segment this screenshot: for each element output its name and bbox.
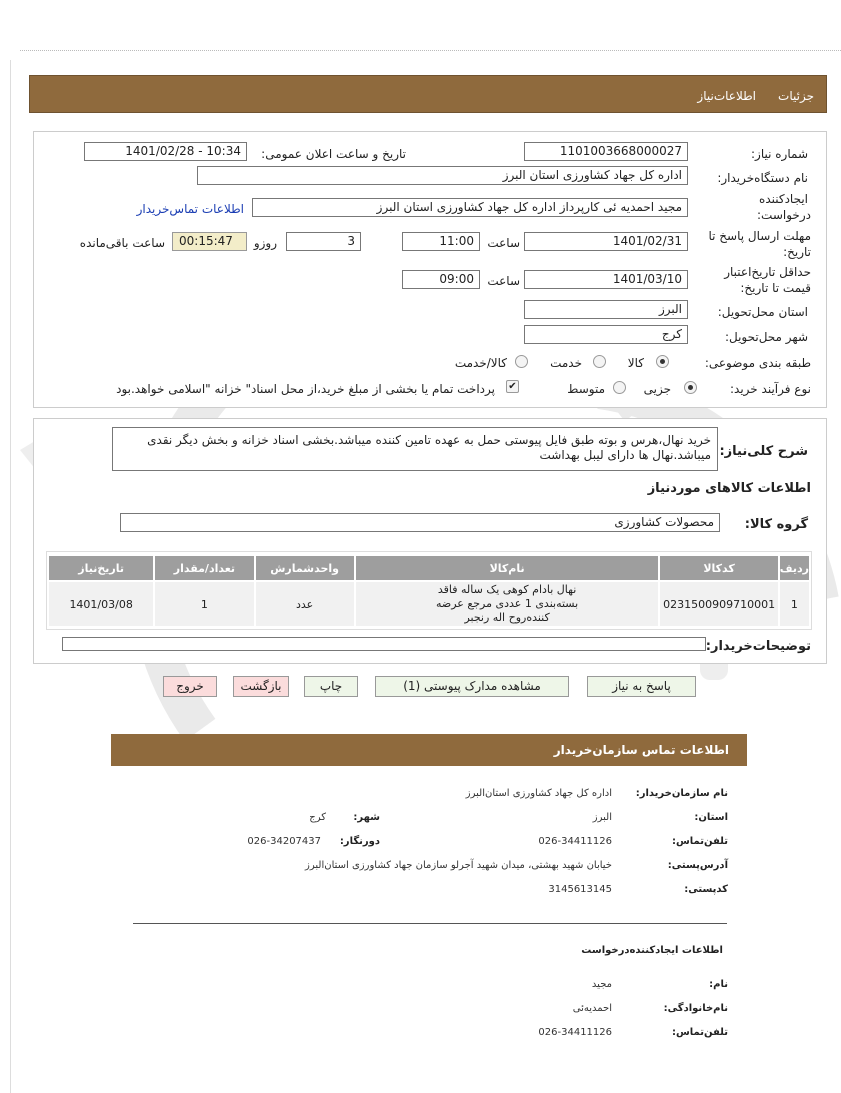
contact-address-label: آدرس‌پستی: (667, 860, 728, 871)
deadline-time-label: ساعت (487, 236, 520, 250)
city-label: شهر محل‌تحویل: (724, 330, 808, 344)
col-code: کدکالا (660, 556, 777, 580)
page-header-bar (29, 75, 827, 113)
province-field: البرز (524, 300, 688, 319)
requester-phone-value: 026-34411126 (538, 1027, 612, 1038)
col-name: نام‌کالا (356, 556, 659, 580)
deadline-label-2: تاریخ: (783, 245, 811, 259)
contact-fax-value: 026-34207437 (247, 836, 321, 847)
reply-button[interactable]: پاسخ به نیاز (587, 676, 696, 697)
contact-org-label: نام سازمان‌خریدار: (635, 788, 728, 799)
need-number-field: 1101003668000027 (524, 142, 688, 161)
category-both-radio[interactable] (515, 355, 528, 368)
description-textarea: خرید نهال،هرس و بوته طبق فایل پیوستی حمل به عهده تامین کننده میباشد.بخشی اسناد خزانه و بخش دیگر نقدی میباشد.نهال ها دارای لیبل بهداشت (112, 427, 718, 471)
goods-info-title: اطلاعات کالاهای موردنیاز (647, 481, 811, 496)
col-qty: تعداد/مقدار (155, 556, 253, 580)
contact-section-title: اطلاعات تماس سازمان‌خریدار (553, 743, 729, 757)
cell-qty: 1 (155, 582, 253, 626)
col-row: ردیف (780, 556, 809, 580)
goods-group-field: محصولات کشاورزی (120, 513, 720, 532)
category-goods-label: کالا (627, 356, 644, 370)
remaining-label: ساعت باقی‌مانده (79, 236, 165, 250)
contact-divider (133, 923, 727, 924)
validity-date-field: 1401/03/10 (524, 270, 688, 289)
table-row (49, 582, 809, 626)
category-service-label: خدمت (550, 356, 582, 370)
process-medium-label: متوسط (567, 382, 605, 396)
requester-family-value: احمدیه‌ئی (572, 1003, 612, 1014)
col-date: تاریخ‌نیاز (49, 556, 153, 580)
tab-details[interactable]: جزئيات (778, 89, 814, 103)
validity-label: حداقل تاریخ‌اعتبار (724, 265, 811, 279)
creator-label-2: درخواست: (757, 208, 811, 222)
exit-button[interactable]: خروج (163, 676, 217, 697)
cell-name (356, 582, 659, 626)
cell-name-line-1: نهال بادام کوهی یک ساله فاقد (437, 583, 577, 596)
days-label: روزو (253, 236, 277, 250)
category-goods-radio[interactable] (656, 355, 669, 368)
tab-need-info[interactable]: اطلاعات‌نیاز (697, 89, 756, 103)
back-button[interactable]: بازگشت (233, 676, 289, 697)
validity-time-label: ساعت (487, 274, 520, 288)
validity-time-field: 09:00 (402, 270, 480, 289)
contact-phone-value: 026-34411126 (538, 836, 612, 847)
contact-phone-label: تلفن‌تماس: (671, 836, 728, 847)
contact-province-value: البرز (592, 812, 612, 823)
requester-name-label: نام: (709, 979, 728, 990)
cell-row: 1 (780, 582, 809, 626)
announce-datetime-field: 1401/02/28 - 10:34 (84, 142, 247, 161)
buyer-notes-field (62, 637, 706, 651)
contact-postal-label: کدپستی: (684, 884, 728, 895)
requester-name-value: مجید (591, 979, 612, 990)
process-label: نوع فرآیند خرید: (730, 382, 811, 396)
items-table (47, 554, 811, 628)
process-medium-radio[interactable] (613, 381, 626, 394)
need-number-label: شماره نیاز: (751, 147, 808, 161)
creator-field: مجید احمدیه ئی کارپرداز اداره کل جهاد کشاورزی استان البرز (252, 198, 688, 217)
contact-postal-value: 3145613145 (548, 884, 612, 895)
requester-phone-label: تلفن‌تماس: (671, 1027, 728, 1038)
requester-title: اطلاعات ایجادکننده‌درخواست (581, 945, 723, 956)
deadline-date-field: 1401/02/31 (524, 232, 688, 251)
province-label: استان محل‌تحویل: (717, 305, 808, 319)
validity-label-2: قیمت تا تاریخ: (740, 281, 811, 295)
buyer-contact-link[interactable]: اطلاعات تماس‌خریدار (136, 202, 244, 216)
treasury-payment-checkbox[interactable]: ✔ (506, 380, 519, 393)
category-label: طبقه بندی موضوعی: (704, 356, 811, 370)
goods-group-label: گروه کالا: (744, 517, 808, 532)
cell-name-line-3: کننده‌روح اله رنجبر (464, 611, 550, 624)
category-service-radio[interactable] (593, 355, 606, 368)
buyer-name-field: اداره کل جهاد کشاورزی استان البرز (197, 166, 688, 185)
deadline-time-field: 11:00 (402, 232, 480, 251)
days-field: 3 (286, 232, 361, 251)
cell-unit: عدد (256, 582, 354, 626)
deadline-label: مهلت ارسال پاسخ تا (708, 229, 811, 243)
contact-org-value: اداره کل جهاد کشاورزی استان‌البرز (465, 788, 612, 799)
top-dotted-divider (20, 50, 841, 51)
contact-fax-label: دورنگار: (339, 836, 380, 847)
contact-city-label: شهر: (353, 812, 380, 823)
requester-family-label: نام‌خانوادگی: (663, 1003, 728, 1014)
city-field: کرج (524, 325, 688, 344)
contact-section-bar (111, 734, 747, 766)
cell-date: 1401/03/08 (49, 582, 153, 626)
announce-label: تاریخ و ساعت اعلان عمومی: (261, 147, 406, 161)
creator-label: ایجادکننده (759, 192, 808, 206)
contact-city-value: کرج (309, 812, 326, 823)
buyer-label: نام دستگاه‌خریدار: (717, 171, 808, 185)
category-both-label: کالا/خدمت (454, 356, 507, 370)
left-border-line (10, 60, 11, 1093)
process-partial-label: جزیی (643, 382, 671, 396)
description-label: شرح کلی‌نیاز: (719, 444, 808, 459)
buyer-notes-label: توضیحات‌خریدار: (705, 639, 811, 654)
cell-code: 0231500909710001 (660, 582, 777, 626)
attachments-button[interactable]: مشاهده مدارک پیوستی (1) (375, 676, 569, 697)
process-partial-radio[interactable] (684, 381, 697, 394)
cell-name-line-2: بسته‌بندی 1 عددی مرجع عرضه (436, 597, 579, 610)
remaining-timer: 00:15:47 (172, 232, 247, 251)
treasury-payment-note: پرداخت تمام یا بخشی از مبلغ خرید،از محل اسناد" خزانه "اسلامی خواهد.بود (116, 382, 495, 396)
contact-address-value: خیابان شهید بهشتی، میدان شهید آجرلو سازمان جهاد کشاورزی استان‌البرز (305, 860, 612, 871)
contact-province-label: استان: (694, 812, 728, 823)
col-unit: واحدشمارش (256, 556, 354, 580)
print-button[interactable]: چاپ (304, 676, 358, 697)
